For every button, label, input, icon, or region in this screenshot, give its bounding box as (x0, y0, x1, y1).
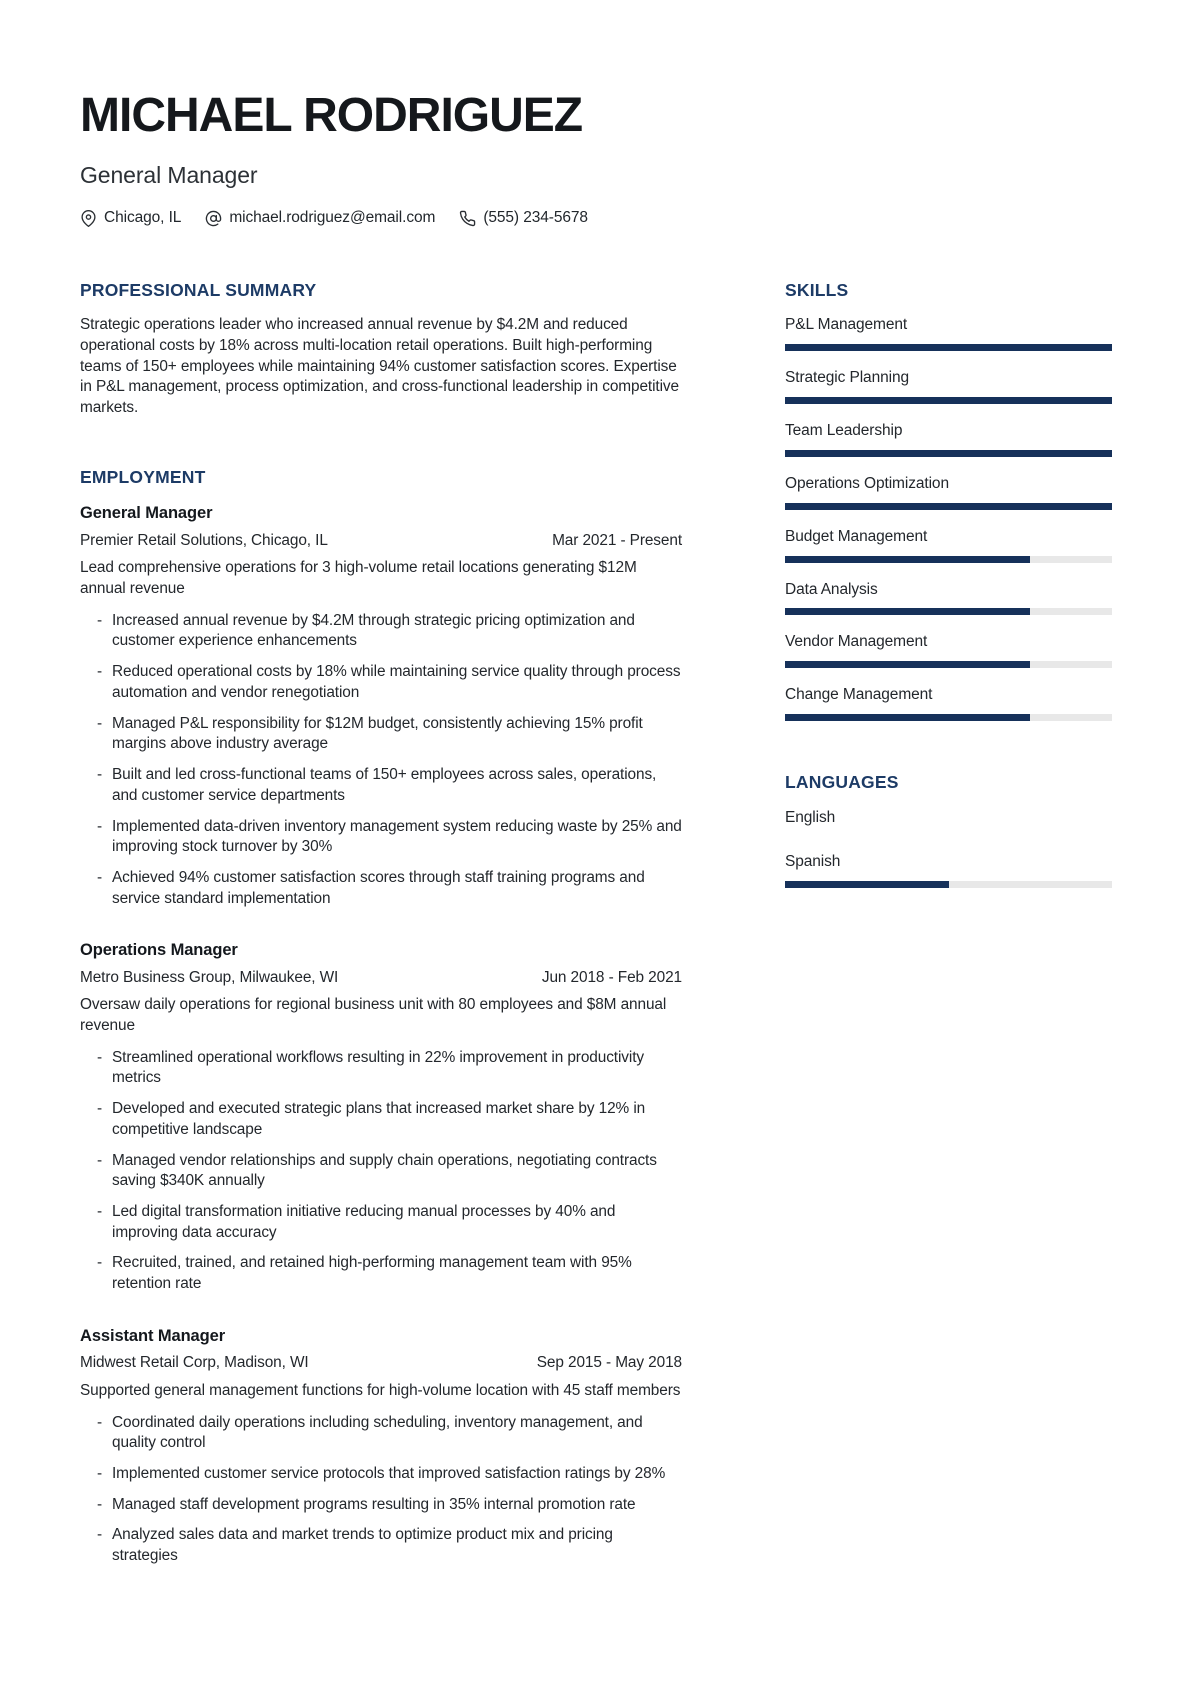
bullet-text: Led digital transformation initiative reducing manual processes by 40% and improving data accuracy (112, 1203, 616, 1241)
contact-text: Chicago, IL (104, 208, 182, 226)
bullet-dash: - (97, 663, 103, 681)
language-item (785, 852, 1112, 888)
job-title: Operations Manager (80, 941, 238, 960)
skill-item (785, 368, 1112, 404)
contact-item (459, 208, 588, 229)
job-bullet (80, 765, 682, 806)
job-bullets (80, 611, 682, 910)
job-bullet (80, 1253, 682, 1294)
content-columns (80, 279, 1112, 1577)
language-item (785, 808, 1112, 829)
job-bullets (80, 1413, 682, 1567)
skill-bar-fill (785, 450, 1112, 457)
skill-bar (785, 608, 1112, 615)
skill-item (785, 527, 1112, 563)
bullet-text: Streamlined operational workflows resulting in 22% improvement in productivity metrics (112, 1048, 644, 1087)
summary-heading: PROFESSIONAL SUMMARY (80, 279, 317, 300)
job-bullet (80, 1099, 682, 1140)
skill-bar (785, 714, 1112, 721)
bullet-text: Managed vendor relationships and supply chain operations, negotiating contracts saving $340K annually (112, 1151, 657, 1190)
bullet-text: Implemented data-driven inventory management system reducing waste by 25% and improving stock turnover by 30% (112, 817, 682, 856)
languages-heading: LANGUAGES (785, 772, 899, 793)
job-bullet (80, 1202, 682, 1243)
language-bar-fill (785, 881, 949, 888)
bullet-dash: - (97, 611, 103, 629)
skill-bar (785, 397, 1112, 404)
job-company-row (80, 968, 682, 989)
bullet-dash: - (97, 1254, 103, 1272)
skill-item (785, 580, 1112, 616)
job-company-row (80, 531, 682, 552)
bullet-dash: - (97, 1203, 103, 1221)
job-bullet (80, 1048, 682, 1089)
employment-heading: EMPLOYMENT (80, 466, 206, 487)
skills-list (785, 315, 1112, 721)
skill-bar-fill (785, 714, 1030, 721)
resume-header (80, 89, 1112, 229)
bullet-text: Managed staff development programs resulting in 35% internal promotion rate (112, 1495, 636, 1513)
job-title: Assistant Manager (80, 1326, 226, 1345)
job-dates: Mar 2021 - Present (552, 531, 682, 549)
job-bullets (80, 1048, 682, 1295)
skill-bar-fill (785, 397, 1112, 404)
bullet-dash: - (97, 766, 103, 784)
sidebar-column (785, 279, 1112, 1577)
bullet-dash: - (97, 1526, 103, 1544)
contact-item (80, 208, 181, 229)
bullet-text: Implemented customer service protocols that improved satisfaction ratings by 28% (112, 1464, 666, 1482)
job-description: Supported general management functions for high-volume location with 45 staff members (80, 1381, 681, 1399)
bullet-text: Increased annual revenue by $4.2M through strategic pricing optimization and customer experience enhancements (112, 611, 635, 650)
job-bullet (80, 868, 682, 909)
bullet-text: Achieved 94% customer satisfaction scores through staff training programs and service standard implementation (112, 868, 645, 907)
skill-bar (785, 556, 1112, 563)
job-bullet (80, 662, 682, 703)
skill-item (785, 474, 1112, 510)
skill-item (785, 685, 1112, 721)
main-column (80, 279, 682, 1577)
bullet-text: Managed P&L responsibility for $12M budget, consistently achieving 15% profit margins above industry average (112, 714, 643, 753)
job-bullet (80, 1525, 682, 1566)
job-dates: Sep 2015 - May 2018 (536, 1354, 682, 1372)
job-entry (80, 1325, 682, 1567)
skill-label: Operations Optimization (785, 474, 949, 492)
summary-section (80, 279, 682, 419)
language-label: Spanish (785, 853, 841, 871)
job-bullet (80, 1413, 682, 1454)
bullet-dash: - (97, 1495, 103, 1513)
skill-bar-fill (785, 608, 1030, 615)
bullet-text: Recruited, trained, and retained high-performing management team with 95% retention rate (112, 1254, 632, 1293)
skills-heading: SKILLS (785, 279, 849, 300)
at-sign-icon (205, 210, 222, 227)
bullet-text: Analyzed sales data and market trends to optimize product mix and pricing strategies (112, 1526, 613, 1565)
employment-section (80, 466, 682, 1567)
location-pin-icon (80, 210, 97, 227)
job-description: Oversaw daily operations for regional business unit with 80 employees and $8M annual revenue (80, 996, 667, 1035)
skill-label: Strategic Planning (785, 369, 910, 387)
skills-section (785, 279, 1112, 721)
contact-text: michael.rodriguez@email.com (229, 208, 436, 226)
job-company-row (80, 1353, 682, 1374)
contact-row (80, 208, 1112, 229)
skill-item (785, 421, 1112, 457)
skill-bar (785, 503, 1112, 510)
skill-label: Data Analysis (785, 580, 878, 598)
job-bullet (80, 1151, 682, 1192)
candidate-name: MICHAEL RODRIGUEZ (80, 89, 583, 142)
bullet-dash: - (97, 714, 103, 732)
skill-label: Team Leadership (785, 421, 903, 439)
skill-bar-fill (785, 556, 1030, 563)
job-bullet (80, 817, 682, 858)
job-title: General Manager (80, 504, 213, 523)
skill-bar-fill (785, 503, 1112, 510)
skill-item (785, 632, 1112, 668)
candidate-job-title: General Manager (80, 162, 258, 188)
job-company: Metro Business Group, Milwaukee, WI (80, 968, 339, 986)
contact-text: (555) 234-5678 (483, 208, 588, 226)
language-bar (785, 881, 1112, 888)
contact-item (205, 208, 435, 229)
job-description: Lead comprehensive operations for 3 high-volume retail locations generating $12M annual revenue (80, 559, 637, 598)
skill-item (785, 315, 1112, 351)
bullet-dash: - (97, 817, 103, 835)
skill-bar-fill (785, 661, 1030, 668)
skill-bar (785, 661, 1112, 668)
languages-section (785, 771, 1112, 888)
languages-list (785, 808, 1112, 889)
skill-bar-fill (785, 344, 1112, 351)
skill-label: Change Management (785, 686, 933, 704)
job-bullet (80, 714, 682, 755)
job-company: Premier Retail Solutions, Chicago, IL (80, 531, 328, 549)
bullet-text: Coordinated daily operations including scheduling, inventory management, and quality control (112, 1413, 643, 1452)
skill-label: Vendor Management (785, 633, 928, 651)
bullet-text: Built and led cross-functional teams of 150+ employees across sales, operations, and customer service departments (112, 766, 657, 804)
skill-label: Budget Management (785, 527, 928, 545)
bullet-dash: - (97, 1048, 103, 1066)
summary-text: Strategic operations leader who increased annual revenue by $4.2M and reduced operational costs by 18% across multi-location retail operations. Built high-performing teams of 150+ employees while maintaining 94% customer satisfaction scores. Expertise in P&L management, process optimization, and cross-functional leadership in competitive markets. (80, 316, 679, 417)
job-entry (80, 502, 682, 909)
language-label: English (785, 808, 836, 826)
job-dates: Jun 2018 - Feb 2021 (541, 968, 682, 986)
bullet-dash: - (97, 1413, 103, 1431)
skill-label: P&L Management (785, 316, 908, 334)
job-list (80, 502, 682, 1566)
job-bullet (80, 611, 682, 652)
skill-bar (785, 450, 1112, 457)
job-bullet (80, 1464, 682, 1485)
bullet-text: Developed and executed strategic plans that increased market share by 12% in competitive landscape (112, 1100, 646, 1138)
bullet-dash: - (97, 1100, 103, 1118)
bullet-text: Reduced operational costs by 18% while maintaining service quality through process automation and vendor renegotiation (112, 663, 681, 701)
skill-bar (785, 344, 1112, 351)
bullet-dash: - (97, 1464, 103, 1482)
job-bullet (80, 1495, 682, 1516)
phone-icon (459, 210, 476, 227)
bullet-dash: - (97, 868, 103, 886)
job-entry (80, 939, 682, 1295)
job-company: Midwest Retail Corp, Madison, WI (80, 1354, 309, 1372)
bullet-dash: - (97, 1151, 103, 1169)
